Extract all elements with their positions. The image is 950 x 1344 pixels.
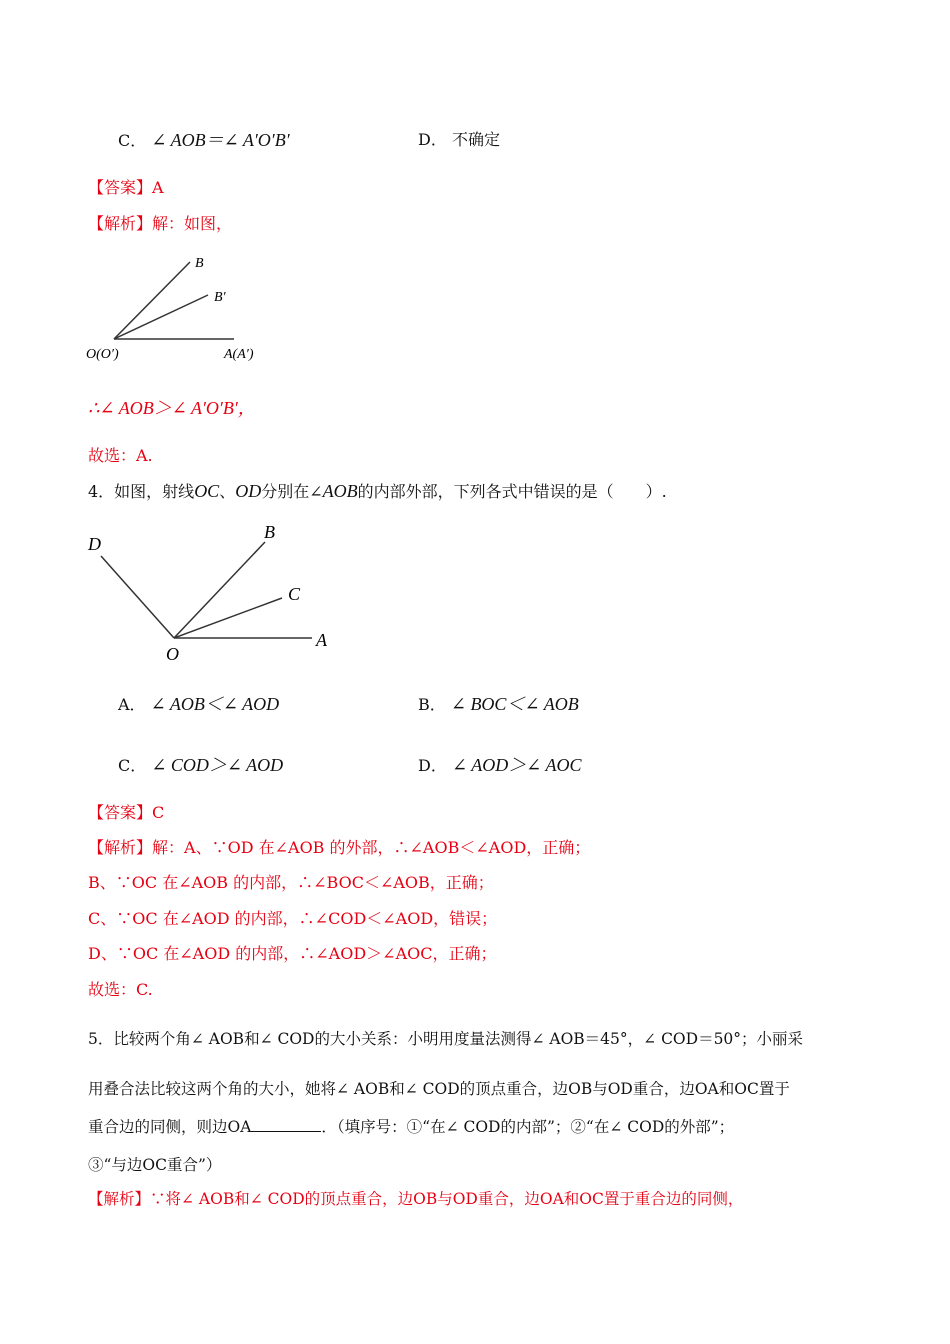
q4-ray-oc [174,598,282,638]
q3-answer: 【答案】A [88,178,164,197]
q5-stem-line-4: ③“与边OC重合”） [88,1156,222,1174]
q4-analysis-line-3: C、∵OC 在∠AOD 的内部，∴∠COD＜∠AOD，错误； [88,909,498,928]
q5-answer-blank [251,1117,321,1132]
q5-stem-line-2: 用叠合法比较这两个角的大小，她将∠ AOB和∠ COD的顶点重合，边OB与OD重合，边OA和OC置于 [88,1080,790,1098]
q4-analysis-line-4: D、∵OC 在∠AOD 的内部，∴∠AOD＞∠AOC，正确； [88,944,497,963]
q4-ray-od [101,556,174,638]
q3-label-b: B [195,256,204,271]
q4-analysis-line-1: 【解析】解：A、∵OD 在∠AOB 的外部，∴∠AOB＜∠AOD，正确； [88,838,591,857]
q4-label-a: A [316,630,327,650]
q3-option-c: C． ∠ AOB＝∠ A′O′B′ [118,130,290,150]
q4-answer: 【答案】C [88,803,165,822]
q3-option-d: D． 不确定 [418,130,500,149]
q5-analysis: 【解析】∵将∠ AOB和∠ COD的顶点重合，边OB与OD重合，边OA和OC置于重合边的同侧， [88,1190,744,1208]
q3-figure [84,250,284,365]
q4-label-b: B [264,522,275,542]
q4-option-d: D． ∠ AOD＞∠ AOC [418,755,582,775]
q4-label-d: D [88,534,101,554]
q4-label-o: O [166,644,179,664]
q3-analysis: 【解析】解：如图， [88,214,233,233]
q3-conclusion: ∴∠ AOB＞∠ A′O′B′， [88,398,256,418]
q4-option-a: A． ∠ AOB＜∠ AOD [118,694,280,714]
q3-label-o: O(O′) [86,347,119,362]
q5-stem-line-1: 5．比较两个角∠ AOB和∠ COD的大小关系：小明用度量法测得∠ AOB＝45°，∠ COD＝50°；小丽采 [88,1030,804,1048]
q4-choose: 故选：C. [88,980,153,999]
q4-option-b: B． ∠ BOC＜∠ AOB [418,694,579,714]
q3-ray-ob-prime [114,295,208,339]
q4-figure [84,518,344,668]
q4-analysis-line-2: B、∵OC 在∠AOB 的内部，∴∠BOC＜∠AOB，正确； [88,873,494,892]
q4-label-c: C [288,584,301,604]
q3-option-c-expr: ∠ AOB＝∠ A′O′B′ [151,130,290,150]
q4-option-c: C． ∠ COD＞∠ AOD [118,755,284,775]
q5-stem-line-3: 重合边的同侧，则边OA ．（填序号：①“在∠ COD的内部”；②“在∠ COD的外部”； [88,1118,735,1136]
q4-stem: 4．如图，射线OC、OD分别在∠AOB的内部外部，下列各式中错误的是（ ）. [88,481,667,501]
q3-label-a: A(A′) [224,347,254,362]
q4-ray-ob [174,542,265,638]
q3-choose: 故选：A. [88,446,153,465]
q3-label-b-prime: B′ [214,290,226,305]
q3-ray-ob [114,262,190,339]
